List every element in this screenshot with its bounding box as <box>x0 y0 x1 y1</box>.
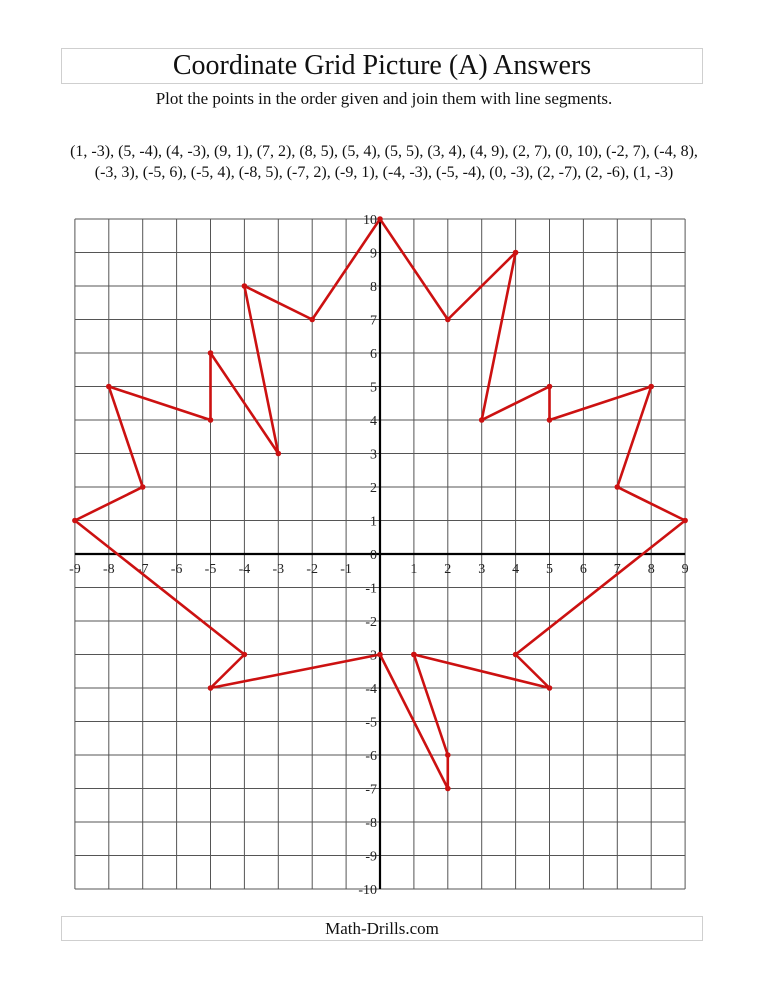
y-tick-label: -9 <box>365 849 377 865</box>
x-tick-label: 2 <box>444 562 452 577</box>
y-tick-label: 10 <box>363 213 377 228</box>
x-tick-label: -9 <box>69 562 81 577</box>
data-point <box>106 384 112 390</box>
y-tick-label: 1 <box>370 514 377 530</box>
data-point <box>479 417 485 423</box>
x-tick-label: -6 <box>170 562 183 577</box>
x-tick-label: 9 <box>681 562 689 577</box>
y-tick-label: 0 <box>370 548 377 563</box>
x-tick-label: 8 <box>647 562 655 577</box>
x-tick-label: 7 <box>613 562 621 577</box>
data-point <box>276 451 282 457</box>
y-tick-label: 7 <box>370 313 377 329</box>
y-tick-label: 2 <box>370 481 377 496</box>
y-tick-label: 5 <box>370 380 377 396</box>
data-point <box>208 350 214 356</box>
y-tick-label: -6 <box>365 749 377 764</box>
instructions-text: Plot the points in the order given and join them with line segments. <box>155 89 613 108</box>
data-point <box>242 283 248 289</box>
data-point <box>411 652 417 658</box>
y-tick-label: -7 <box>365 782 377 798</box>
x-tick-label: -5 <box>204 562 217 577</box>
x-tick-label: -3 <box>272 562 285 577</box>
page-title: Coordinate Grid Picture (A) Answers <box>61 48 703 84</box>
data-point <box>547 384 553 390</box>
data-point <box>513 250 519 256</box>
data-point <box>72 518 78 524</box>
footer: Math-Drills.com <box>61 916 703 941</box>
x-tick-label: -2 <box>306 562 319 577</box>
x-tick-label: -7 <box>136 562 149 577</box>
y-tick-label: 9 <box>370 246 377 262</box>
data-point <box>140 484 146 490</box>
data-point <box>445 317 451 323</box>
data-point <box>377 652 383 658</box>
y-tick-label: -1 <box>365 581 377 597</box>
data-point <box>682 518 688 524</box>
y-tick-label: -10 <box>358 883 377 898</box>
y-tick-label: -8 <box>365 816 377 831</box>
data-point <box>615 484 621 490</box>
points-list: (1, -3), (5, -4), (4, -3), (9, 1), (7, 2), (8, 5), (5, 4), (5, 5), (3, 4), (4, 9), (2, 7), (0, 10), (-2, 7), (-4, 8), (-3, 3), (-5, 6), (-5, 4), (-8, 5), (-7, 2), (-9, 1), (-4, -3), (-5, -4), (0, -3), (2, -7), (2, -6), (1, -3) <box>70 143 698 181</box>
data-point <box>208 417 214 423</box>
x-tick-label: -1 <box>340 562 352 577</box>
x-tick-label: -4 <box>238 562 251 577</box>
y-tick-label: -5 <box>365 715 377 731</box>
data-point <box>445 786 451 792</box>
x-tick-label: 4 <box>512 562 520 577</box>
data-point <box>648 384 654 390</box>
data-point <box>513 652 519 658</box>
x-tick-label: -8 <box>102 562 115 577</box>
y-tick-label: 8 <box>370 280 377 295</box>
data-point <box>547 685 553 691</box>
y-tick-label: 6 <box>370 347 377 362</box>
y-tick-label: 3 <box>370 447 377 463</box>
y-tick-label: -2 <box>365 615 377 630</box>
data-point <box>242 652 248 658</box>
x-tick-label: 5 <box>546 562 553 577</box>
x-tick-label: 6 <box>579 562 587 577</box>
y-tick-label: -4 <box>365 682 377 697</box>
x-tick-label: 1 <box>410 562 418 577</box>
data-point <box>445 752 451 758</box>
x-tick-label: 3 <box>478 562 486 577</box>
y-tick-label: -3 <box>365 648 377 664</box>
data-point <box>377 216 383 222</box>
data-point <box>547 417 553 423</box>
data-point <box>208 685 214 691</box>
data-point <box>309 317 315 323</box>
y-tick-label: 4 <box>370 414 377 429</box>
